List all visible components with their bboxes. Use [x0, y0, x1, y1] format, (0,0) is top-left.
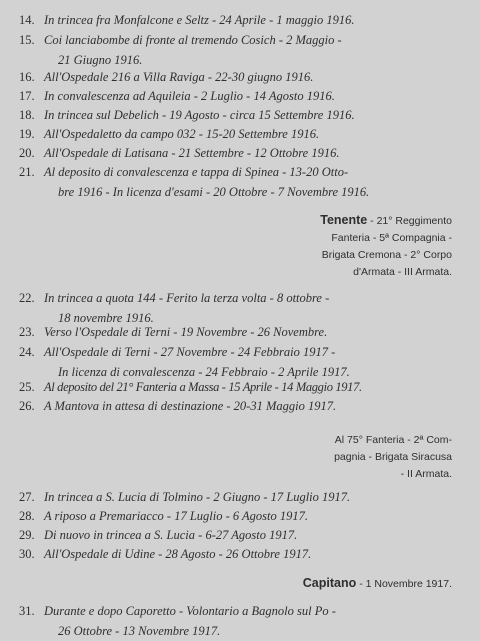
- entry-text: In trincea fra Monfalcone e Seltz - 24 Aprile - 1 maggio 1916.: [44, 13, 355, 27]
- entry-text: All'Ospedale 216 a Villa Raviga - 22-30 giugno 1916.: [44, 70, 314, 84]
- entry-number: 18.: [19, 108, 35, 122]
- entry-number: 15.: [19, 33, 35, 47]
- entry-number: 16.: [19, 70, 35, 84]
- rank-header-capitano: [303, 575, 452, 593]
- header-text: Fanteria - 5ª Compagnia -: [331, 232, 452, 244]
- entry-number: 17.: [19, 89, 35, 103]
- entry-text: bre 1916 - In licenza d'esami - 20 Ottobre - 7 Novembre 1916.: [58, 185, 370, 199]
- entry-number: 23.: [19, 325, 35, 339]
- entry-number: 27.: [19, 490, 35, 504]
- list-item: [0, 396, 480, 436]
- entry-text: Di nuovo in trincea a S. Lucia - 6-27 Agosto 1917.: [44, 528, 298, 542]
- list-item: [0, 342, 480, 382]
- header-text: Al 75° Fanteria - 2ª Com-: [334, 434, 452, 446]
- entry-number: 14.: [19, 13, 35, 27]
- list-item: [0, 30, 480, 70]
- entry-text: In trincea sul Debelich - 19 Agosto - circa 15 Settembre 1916.: [44, 108, 355, 122]
- entry-number: 20.: [19, 146, 35, 160]
- header-text: d'Armata - III Armata.: [353, 266, 452, 278]
- entry-text: In licenza di convalescenza - 24 Febbraio - 2 Aprile 1917.: [58, 365, 350, 379]
- entry-number: 25.: [19, 380, 35, 394]
- entry-text: Al deposito di convalescenza e tappa di Spinea - 13-20 Otto-: [44, 165, 349, 179]
- entry-number: 21.: [19, 165, 35, 179]
- entry-number: 24.: [19, 345, 35, 359]
- entry-text: 21 Giugno 1916.: [58, 53, 143, 67]
- entry-number: 28.: [19, 509, 35, 523]
- header-text: - 1 Novembre 1917.: [359, 578, 452, 590]
- header-text: - 21° Reggimento: [370, 215, 452, 227]
- header-text: pagnia - Brigata Siracusa: [334, 451, 452, 463]
- header-text: - II Armata.: [400, 468, 452, 480]
- entry-text: Durante e dopo Caporetto - Volontario a Bagnolo sul Po -: [44, 604, 336, 618]
- rank-title: Capitano: [302, 576, 357, 590]
- entry-text: 26 Ottobre - 13 Novembre 1917.: [58, 624, 221, 638]
- list-item: [0, 601, 480, 641]
- entry-text: All'Ospedale di Udine - 28 Agosto - 26 Ottobre 1917.: [44, 547, 312, 561]
- rank-title: Tenente: [320, 213, 368, 227]
- rank-header-tenente: [320, 212, 452, 281]
- entry-text: In trincea a S. Lucia di Tolmino - 2 Giugno - 17 Luglio 1917.: [44, 490, 351, 504]
- list-item: [0, 162, 480, 202]
- entry-number: 31.: [19, 604, 35, 618]
- entry-number: 30.: [19, 547, 35, 561]
- entry-number: 19.: [19, 127, 35, 141]
- entry-number: 22.: [19, 291, 35, 305]
- entry-number: 26.: [19, 399, 35, 413]
- entry-text: All'Ospedale di Terni - 27 Novembre - 24 Febbraio 1917 -: [44, 345, 336, 359]
- entry-text: Coi lanciabombe di fronte al tremendo Cosich - 2 Maggio -: [44, 33, 342, 47]
- entry-text: Verso l'Ospedale di Terni - 19 Novembre - 26 Novembre.: [44, 325, 328, 339]
- entry-text: Al deposito del 21° Fanteria a Massa - 15 Aprile - 14 Maggio 1917.: [44, 380, 362, 394]
- entry-text: A Mantova in attesa di destinazione - 20-31 Maggio 1917.: [44, 399, 337, 413]
- entry-text: 18 novembre 1916.: [58, 311, 154, 325]
- entry-number: 29.: [19, 528, 35, 542]
- header-text: Brigata Cremona - 2° Corpo: [321, 249, 452, 261]
- entry-text: In trincea a quota 144 - Ferito la terza volta - 8 ottobre -: [44, 291, 330, 305]
- entry-text: All'Ospedaletto da campo 032 - 15-20 Settembre 1916.: [44, 127, 320, 141]
- entry-text: In convalescenza ad Aquileia - 2 Luglio - 14 Agosto 1916.: [44, 89, 335, 103]
- entry-text: A riposo a Premariacco - 17 Luglio - 6 Agosto 1917.: [44, 509, 309, 523]
- rank-header-fanteria: [334, 432, 452, 483]
- entry-text: All'Ospedale di Latisana - 21 Settembre - 12 Ottobre 1916.: [44, 146, 340, 160]
